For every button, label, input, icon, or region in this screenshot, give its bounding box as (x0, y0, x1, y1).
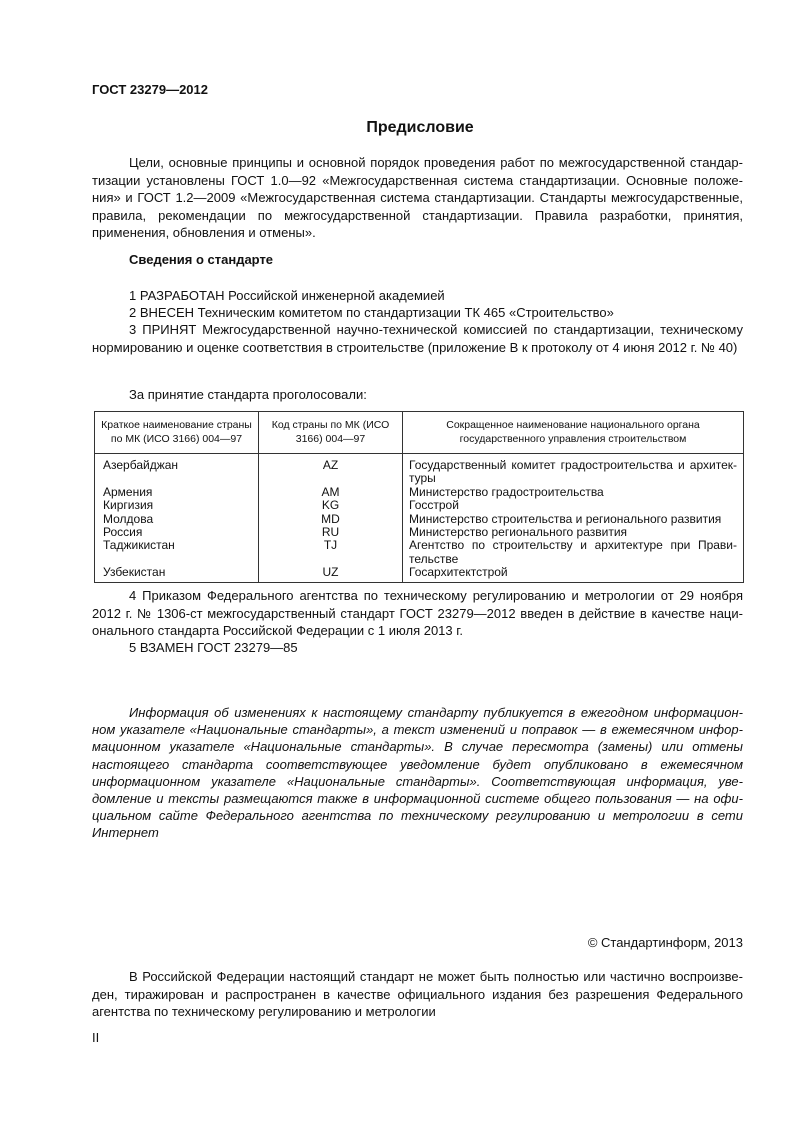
table-header-row (95, 412, 744, 454)
country-cell: Россия (95, 526, 259, 539)
table-row (95, 513, 744, 526)
country-cell: Киргизия (95, 499, 259, 512)
info-item-5: 5 ВЗАМЕН ГОСТ 23279—85 (129, 640, 298, 655)
authority-cell: Государственный комитет градостроительства и архитектуры (403, 454, 744, 486)
authority-cell: Министерство строительства и регионального развития (403, 513, 744, 526)
info-item-1: 1 РАЗРАБОТАН Российской инженерной академией (129, 288, 445, 303)
code-cell: UZ (259, 566, 403, 582)
copyright-line: © Стандартинформ, 2013 (587, 935, 743, 950)
table-row (95, 526, 744, 539)
table-row (95, 566, 744, 582)
reproduction-notice: В Российской Федерации настоящий стандарт не может быть полностью или частично воспроизведен, тиражирован и распространен в качестве официального издания без разрешения Федерального агентства по техническому регулированию и метрологии (92, 969, 743, 1019)
table-row (95, 499, 744, 512)
authority-cell: Госстрой (403, 499, 744, 512)
table-row (95, 539, 744, 566)
code-cell: KG (259, 499, 403, 512)
info-item-4: 4 Приказом Федерального агентства по техническому регулированию и метрологии от 29 ноября 2012 г. № 1306-ст межгосударственный стандарт ГОСТ 23279—2012 введен в действие в качестве национального стандарта Российской Федерации с 1 июля 2013 г. (92, 588, 743, 638)
column-header-country: Краткое наименование страны по МК (ИСО 3166) 004—97 (95, 412, 259, 454)
amendments-notice: Информация об изменениях к настоящему стандарту публикуется в ежегодном информационном указателе «Национальные стандарты», а текст изменений и поправок — в ежемесячном информационном указателе «Национальные стандарты». В случае пересмотра (замены) или отмены настоящего стандарта соответствующее уведомление будет опубликовано в ежемесячном информационном указателе «Национальные стандарты». Соответствующая информация, уведомление и тексты размещаются также в информационной системе общего пользования — на официальном сайте Федерального агентства по техническому регулированию и метрологии в сети Интернет (92, 705, 743, 841)
info-item-2: 2 ВНЕСЕН Техническим комитетом по стандартизации ТК 465 «Строительство» (129, 305, 614, 320)
document-code: ГОСТ 23279—2012 (92, 82, 208, 97)
voting-table (94, 411, 744, 583)
intro-paragraph: Цели, основные принципы и основной порядок проведения работ по межгосударственной стандартизации установлены ГОСТ 1.0—92 «Межгосударственная система стандартизации. Основные положения» и ГОСТ 1.2—2009 «Межгосударственная система стандартизации. Стандарты межгосударственные, правила, рекомендации по межгосударственной стандартизации. Правила разработки, принятия, применения, обновления и отмены». (92, 155, 743, 240)
code-cell: MD (259, 513, 403, 526)
code-cell: AZ (259, 454, 403, 486)
country-cell: Армения (95, 486, 259, 499)
authority-cell: Министерство градостроительства (403, 486, 744, 499)
code-cell: AM (259, 486, 403, 499)
country-cell: Таджикистан (95, 539, 259, 566)
column-header-authority: Сокращенное наименование национального органа государственного управления строительством (403, 412, 744, 454)
code-cell: TJ (259, 539, 403, 566)
authority-cell: Министерство регионального развития (403, 526, 744, 539)
page-number: II (92, 1030, 100, 1045)
table-row (95, 486, 744, 499)
authority-cell: Агентство по строительству и архитектуре при Правительстве (403, 539, 744, 566)
page-title: Предисловие (366, 119, 474, 136)
standard-info-heading: Сведения о стандарте (129, 252, 274, 267)
country-cell: Азербайджан (95, 454, 259, 486)
country-cell: Молдова (95, 513, 259, 526)
table-row (95, 454, 744, 486)
authority-cell: Госархитектстрой (403, 566, 744, 582)
column-header-code: Код страны по МК (ИСО 3166) 004—97 (259, 412, 403, 454)
info-item-3: 3 ПРИНЯТ Межгосударственной научно-технической комиссией по стандартизации, техническому нормированию и оценке соответствия в строительстве (приложение В к протоколу от 4 июня 2012 г. № 40) (92, 322, 743, 355)
country-cell: Узбекистан (95, 566, 259, 582)
vote-intro: За принятие стандарта проголосовали: (129, 387, 367, 402)
code-cell: RU (259, 526, 403, 539)
